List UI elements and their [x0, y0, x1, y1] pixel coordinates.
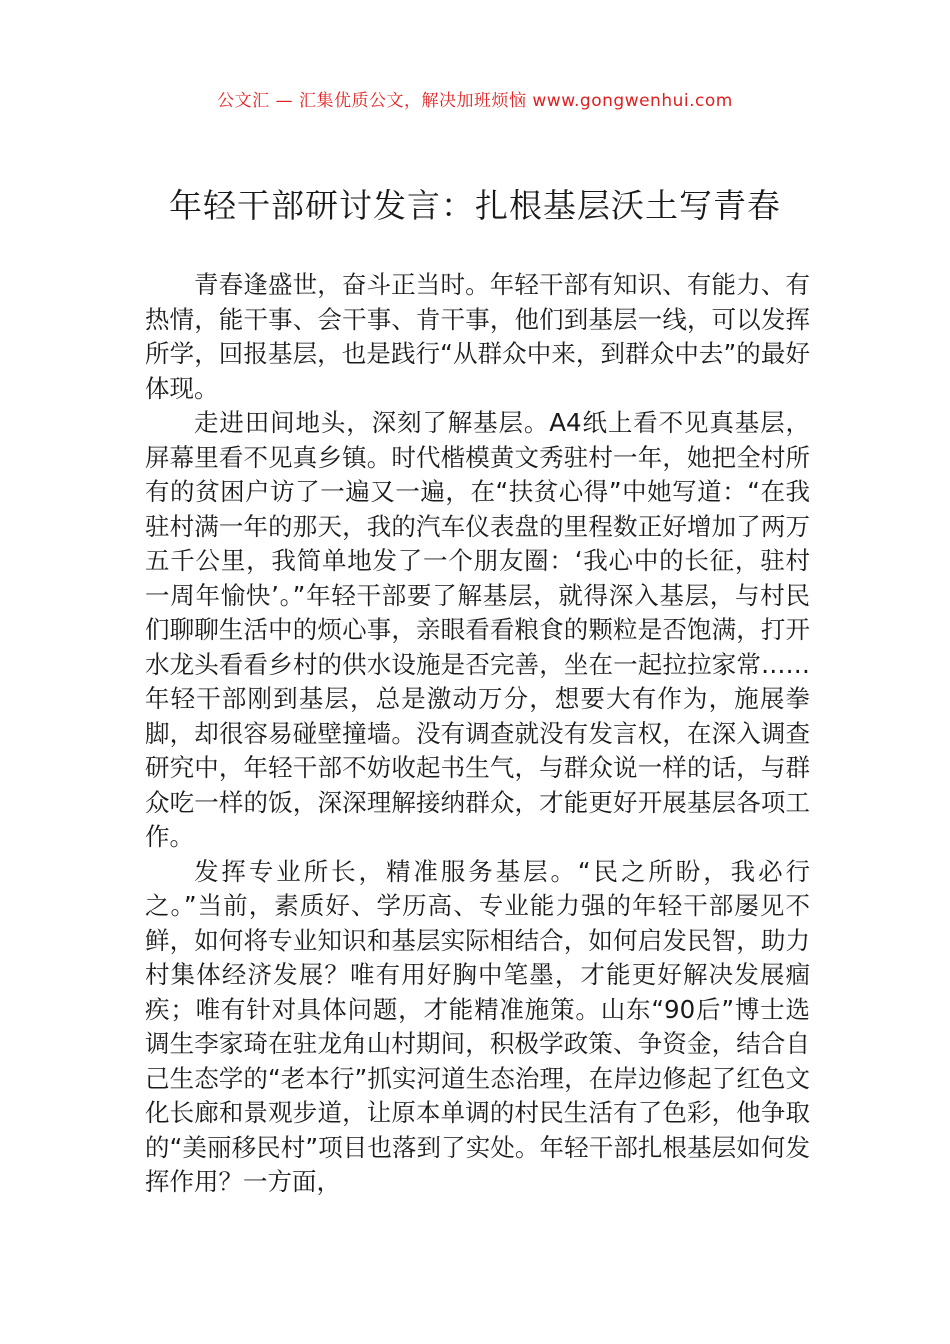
paragraph-1: 青春逢盛世，奋斗正当时。年轻干部有知识、有能力、有热情，能干事、会干事、肯干事，他们到基层一线，可以发挥所学，回报基层，也是践行“从群众中来，到群众中去”的最好体现。 [145, 270, 810, 403]
website-banner: 公文汇 — 汇集优质公文，解决加班烦恼 www.gongwenhui.com [217, 91, 733, 111]
document-title: 年轻干部研讨发言：扎根基层沃土写青春 [169, 186, 781, 225]
paragraph-3: 发挥专业所长，精准服务基层。“民之所盼，我必行之。”当前，素质好、学历高、专业能力强的年轻干部屡见不鲜，如何将专业知识和基层实际相结合，如何启发民智，助力村集体经济发展？唯有用好胸中笔墨，才能更好解决发展痼疾；唯有针对具体问题，才能精准施策。山东“90后”博士选调生李家琦在驻龙角山村期间，积极学政策、争资金，结合自己生态学的“老本行”抓实河道生态治理，在岸边修起了红色文化长廊和景观步道，让原本单调的村民生活有了色彩，他争取的“美丽移民村”项目也落到了实处。年轻干部扎根基层如何发挥作用？一方面， [145, 856, 810, 1196]
document-body [145, 268, 810, 1200]
paragraph-2: 走进田间地头，深刻了解基层。A4纸上看不见真基层，屏幕里看不见真乡镇。时代楷模黄文秀驻村一年，她把全村所有的贫困户访了一遍又一遍，在“扶贫心得”中她写道：“在我驻村满一年的那天，我的汽车仪表盘的里程数正好增加了两万五千公里，我简单地发了一个朋友圈：‘我心中的长征，驻村一周年愉快’。”年轻干部要了解基层，就得深入基层，与村民们聊聊生活中的烦心事，亲眼看看粮食的颗粒是否饱满，打开水龙头看看乡村的供水设施是否完善，坐在一起拉拉家常……年轻干部刚到基层，总是激动万分，想要大有作为，施展拳脚，却很容易碰壁撞墙。没有调查就没有发言权，在深入调查研究中，年轻干部不妨收起书生气，与群众说一样的话，与群众吃一样的饭，深深理解接纳群众，才能更好开展基层各项工作。 [145, 408, 810, 851]
